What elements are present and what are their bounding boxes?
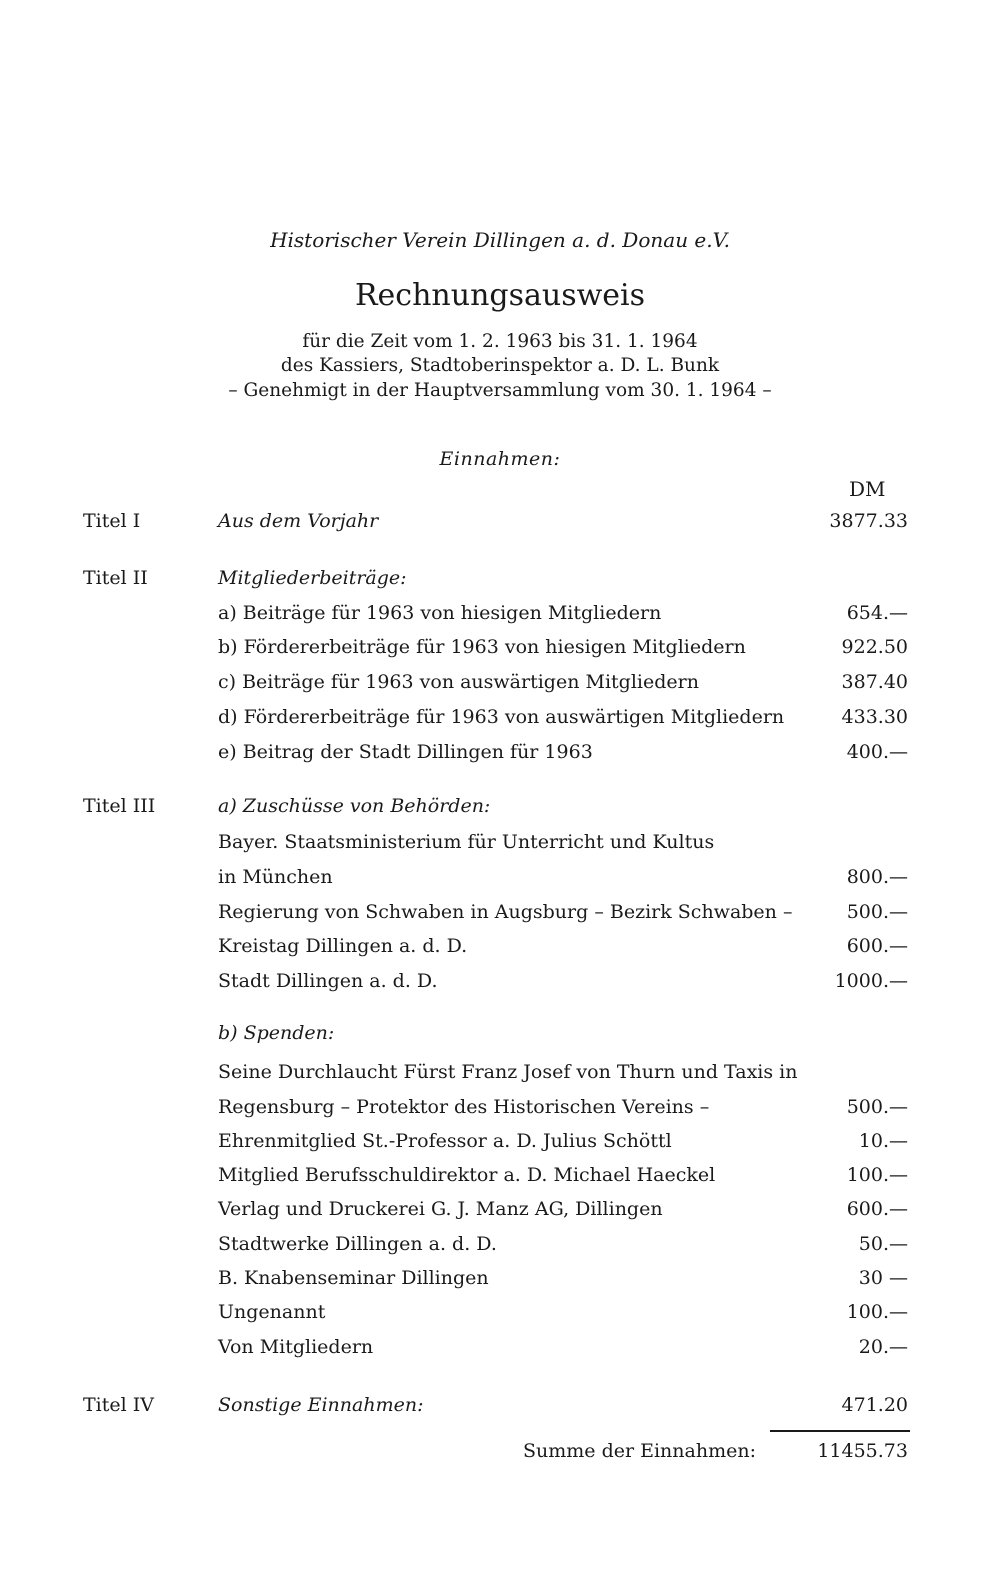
period-line: für die Zeit vom 1. 2. 1963 bis 31. 1. 1964 bbox=[302, 331, 698, 352]
total-value: 11455.73 bbox=[817, 1440, 908, 1462]
row-description: Ehrenmitglied St.-Professor a. D. Julius Schöttl bbox=[218, 1130, 672, 1152]
row-description: Stadtwerke Dillingen a. d. D. bbox=[218, 1233, 497, 1255]
row-description: c) Beiträge für 1963 von auswärtigen Mitgliedern bbox=[218, 671, 699, 693]
cashier-line: des Kassiers, Stadtoberinspektor a. D. L. Bunk bbox=[280, 355, 720, 376]
row-description: a) Zuschüsse von Behörden: bbox=[218, 795, 491, 817]
ledger-row bbox=[0, 866, 1000, 896]
ledger-row bbox=[0, 1394, 1000, 1424]
ledger-row bbox=[0, 901, 1000, 931]
row-amount: 800.— bbox=[846, 866, 908, 888]
document-title: Rechnungsausweis bbox=[354, 278, 646, 313]
ledger-row bbox=[0, 510, 1000, 540]
row-description: e) Beitrag der Stadt Dillingen für 1963 bbox=[218, 741, 593, 763]
titel-label: Titel I bbox=[83, 510, 141, 532]
ledger-row bbox=[0, 602, 1000, 632]
row-description: Stadt Dillingen a. d. D. bbox=[218, 970, 438, 992]
row-description: d) Fördererbeiträge für 1963 von auswärtigen Mitgliedern bbox=[218, 706, 785, 728]
row-amount: 922.50 bbox=[841, 636, 908, 658]
ledger-row bbox=[0, 935, 1000, 965]
titel-label: Titel II bbox=[83, 567, 148, 589]
row-description: Kreistag Dillingen a. d. D. bbox=[218, 935, 468, 957]
ledger-row bbox=[0, 1336, 1000, 1366]
ledger-row bbox=[0, 795, 1000, 825]
ledger-row bbox=[0, 1096, 1000, 1126]
ledger-row bbox=[0, 1198, 1000, 1228]
row-description: B. Knabenseminar Dillingen bbox=[218, 1267, 489, 1289]
row-description: in München bbox=[218, 866, 333, 888]
row-amount: 30 — bbox=[858, 1267, 908, 1289]
row-description: Ungenannt bbox=[218, 1301, 326, 1323]
row-amount: 471.20 bbox=[841, 1394, 908, 1416]
row-amount: 600.— bbox=[846, 935, 908, 957]
section-heading: Einnahmen: bbox=[439, 448, 561, 470]
row-amount: 100.— bbox=[846, 1164, 908, 1186]
ledger-row bbox=[0, 567, 1000, 597]
currency-label: DM bbox=[849, 477, 886, 501]
row-amount: 433.30 bbox=[841, 706, 908, 728]
row-description: Bayer. Staatsministerium für Unterricht und Kultus bbox=[218, 831, 715, 853]
row-description: a) Beiträge für 1963 von hiesigen Mitgliedern bbox=[218, 602, 662, 624]
row-description: Mitglied Berufsschuldirektor a. D. Michael Haeckel bbox=[218, 1164, 716, 1186]
row-description: Von Mitgliedern bbox=[218, 1336, 374, 1358]
row-description: Sonstige Einnahmen: bbox=[218, 1394, 424, 1416]
ledger-row bbox=[0, 831, 1000, 861]
row-amount: 500.— bbox=[846, 1096, 908, 1118]
row-description: Regierung von Schwaben in Augsburg – Bezirk Schwaben – bbox=[218, 901, 793, 923]
row-amount: 387.40 bbox=[841, 671, 908, 693]
sum-rule bbox=[770, 1430, 910, 1432]
ledger-row bbox=[0, 1022, 1000, 1052]
ledger-row bbox=[0, 1233, 1000, 1263]
ledger-row bbox=[0, 671, 1000, 701]
row-description: Regensburg – Protektor des Historischen Vereins – bbox=[218, 1096, 710, 1118]
ledger-row bbox=[0, 1301, 1000, 1331]
row-amount: 654.— bbox=[846, 602, 908, 624]
titel-label: Titel III bbox=[83, 795, 156, 817]
row-amount: 20.— bbox=[858, 1336, 908, 1358]
row-description: Seine Durchlaucht Fürst Franz Josef von Thurn und Taxis in bbox=[218, 1061, 798, 1083]
organization-name: Historischer Verein Dillingen a. d. Donau e.V. bbox=[270, 228, 730, 252]
total-label: Summe der Einnahmen: bbox=[523, 1440, 756, 1462]
titel-label: Titel IV bbox=[83, 1394, 154, 1416]
row-amount: 600.— bbox=[846, 1198, 908, 1220]
ledger-row bbox=[0, 970, 1000, 1000]
row-amount: 100.— bbox=[846, 1301, 908, 1323]
ledger-row bbox=[0, 1130, 1000, 1160]
approval-line: – Genehmigt in der Hauptversammlung vom 30. 1. 1964 – bbox=[228, 380, 772, 401]
row-description: b) Spenden: bbox=[218, 1022, 335, 1044]
row-description: Verlag und Druckerei G. J. Manz AG, Dillingen bbox=[218, 1198, 663, 1220]
ledger-row bbox=[0, 706, 1000, 736]
row-amount: 500.— bbox=[846, 901, 908, 923]
row-amount: 400.— bbox=[846, 741, 908, 763]
row-amount: 1000.— bbox=[834, 970, 908, 992]
row-description: Aus dem Vorjahr bbox=[218, 510, 379, 532]
row-description: b) Fördererbeiträge für 1963 von hiesigen Mitgliedern bbox=[218, 636, 746, 658]
ledger-row bbox=[0, 1267, 1000, 1297]
ledger-row bbox=[0, 741, 1000, 771]
row-amount: 50.— bbox=[858, 1233, 908, 1255]
ledger-row bbox=[0, 636, 1000, 666]
ledger-row bbox=[0, 1164, 1000, 1194]
row-description: Mitgliederbeiträge: bbox=[218, 567, 407, 589]
ledger-row bbox=[0, 1061, 1000, 1091]
row-amount: 3877.33 bbox=[829, 510, 908, 532]
row-amount: 10.— bbox=[858, 1130, 908, 1152]
